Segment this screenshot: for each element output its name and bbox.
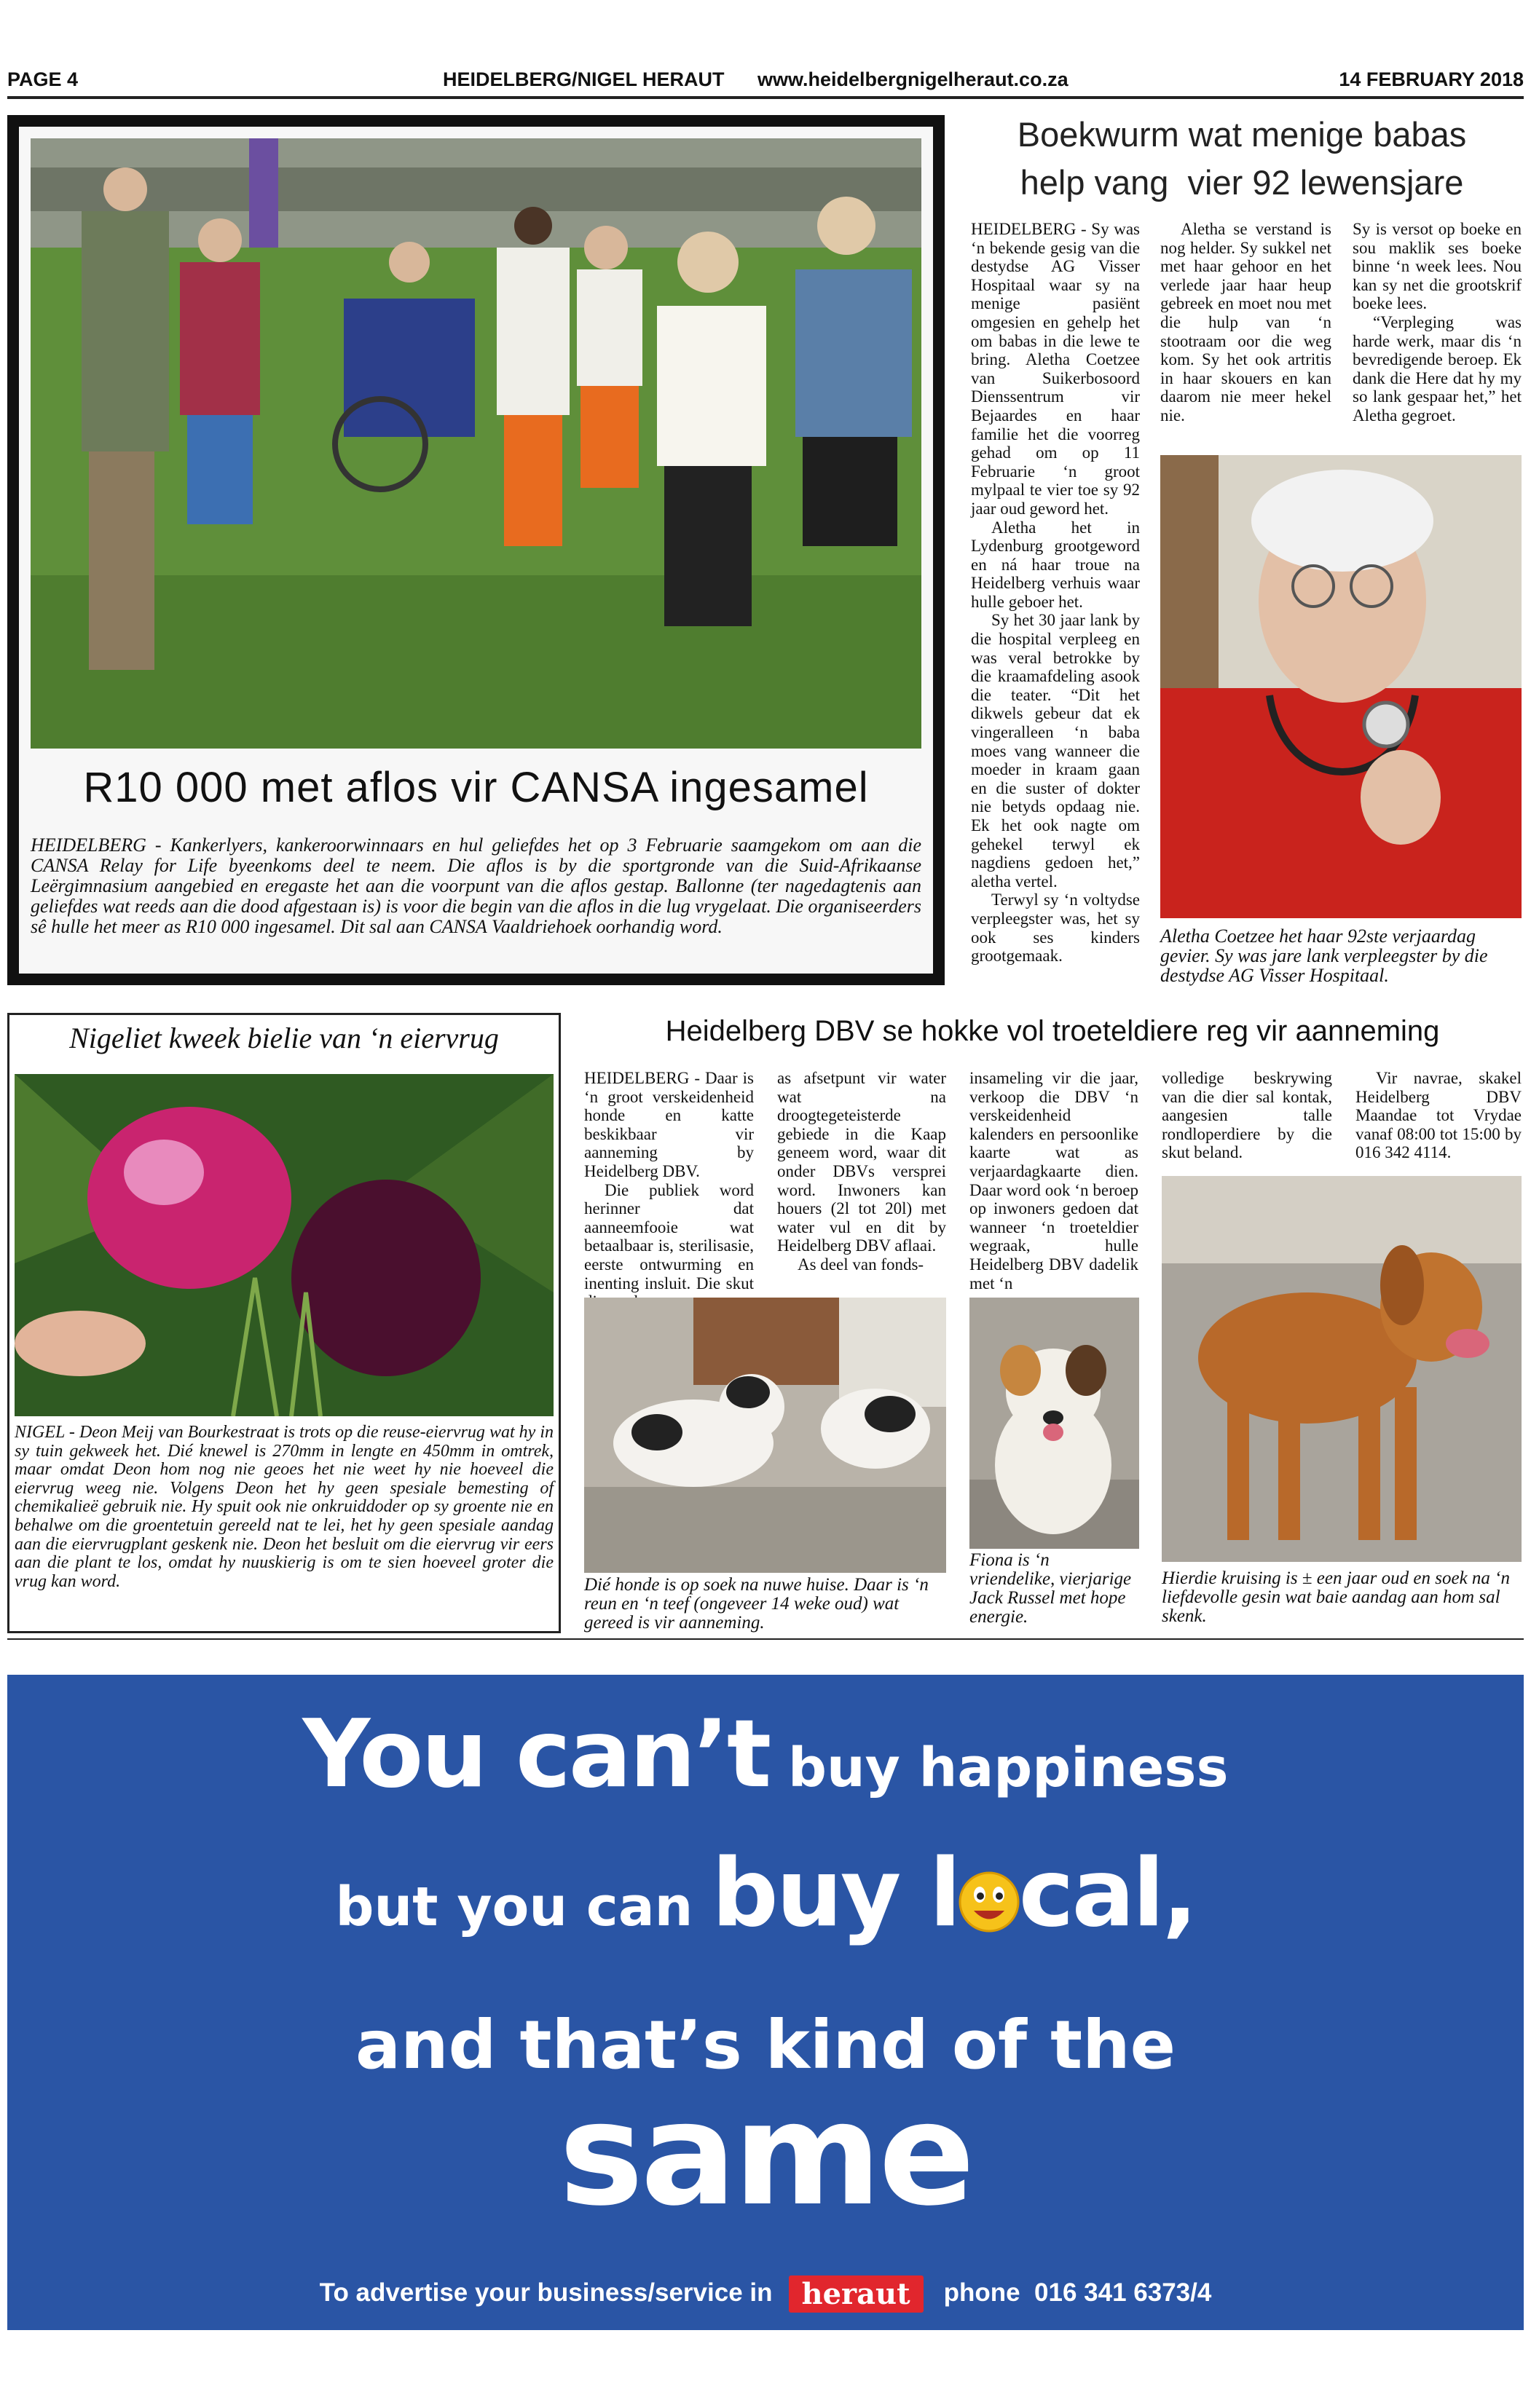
advert-line-2-big-a: buy l xyxy=(712,1839,959,1948)
heraut-logo: heraut xyxy=(789,2275,924,2313)
newspaper-name: HEIDELBERG/NIGEL HERAUT xyxy=(443,68,725,90)
article-paragraph: “Verpleging was harde werk, maar dis ‘n bevredigende beroep. Ek dank die Here dat hy my so lank gespaar het,” het Aletha gegroet. xyxy=(1353,312,1522,425)
article-paragraph: Sy is versot op boeke en sou maklik ses boeke binne ‘n week lees. Nou kan sy net die grootskrif boeke lees. xyxy=(1353,220,1522,313)
eggplant-photo xyxy=(15,1074,554,1416)
article-paragraph: as afsetpunt vir water wat na droogtegeteisterde gebiede in die Kaap geneem word, waar dit onder DBVs versprei word. Inwoners kan houers (2l tot 20l) met water vul en dit by Heidelberg DBV aflaai. xyxy=(777,1069,946,1255)
advert-line-2 xyxy=(7,1833,1524,1948)
website-url[interactable]: www.heidelbergnigelheraut.co.za xyxy=(757,68,1068,90)
boekwurm-column-3 xyxy=(1353,220,1522,425)
advert-line-2-small: but you can xyxy=(335,1876,712,1938)
article-paragraph: As deel van fonds- xyxy=(798,1255,924,1274)
article-paragraph: Aletha se verstand is nog helder. Sy sukkel net met haar gehoor en het verlede jaar haar heup gebreek en moet nou met die hulp van ‘n stootraam oor die weg kom. Sy het ook artritis in haar skouers en kan daarom nie meer hekel nie. xyxy=(1160,220,1331,425)
dbv-column-2 xyxy=(777,1069,946,1274)
page-header xyxy=(7,67,1524,96)
dbv-column-4 xyxy=(1162,1069,1332,1162)
advert-phone: phone 016 341 6373/4 xyxy=(943,2278,1212,2307)
nigel-headline: Nigeliet kweek bielie van ‘n eiervrug xyxy=(69,1022,499,1054)
smiley-face-icon xyxy=(958,1833,1020,1925)
header-rule xyxy=(7,96,1524,99)
article-paragraph: volledige beskrywing van die dier sal kontak, aangesien talle rondloperdiere by die skut beland. xyxy=(1162,1069,1332,1162)
issue-date: 14 FEBRUARY 2018 xyxy=(1339,68,1524,90)
advert-contact-line xyxy=(7,2275,1524,2313)
nigel-caption: NIGEL - Deon Meij van Bourkestraat is trots op die reuse-eiervrug wat hy in sy tuin gekweek het. Dié knewel is 270mm in lengte en 450mm in omtrek, maar omdat Deon hom nog nie geoes het nie weet hy nie hoeveel die eiervrug weeg nie. Volgens Deon het hy geen spesiale bemesting of chemikalieë gebruik nie. Hy spuit ook nie onkruiddoder op sy groente nie en behalwe om die groentetuin gereeld nat te lei, het hy geen spesiale aandag aan die eiervrugplant geskenk nie. Deon het besluit om die eiervrug vir eers aan die plant te los, omdat hy nuuskierig is om te sien hoeveel groter die vrug kan word. xyxy=(15,1423,554,1591)
boekwurm-column-2 xyxy=(1160,220,1331,425)
article-paragraph: Sy het 30 jaar lank by die hospital verpleeg en was veral betrokke by die kraamafdeling asook die teater. “Dit het dikwels gebeur dat ek vingeralleen ‘n baba moes vang wanneer die moeder in kraam gaan en die suster of dokter nie betyds opdaag nie. Ek het ook nagte om gehekel terwyl ek nagdiens gedoen het,” aletha vertel. xyxy=(971,611,1140,891)
aletha-coetzee-photo xyxy=(1160,455,1522,918)
crossbreed-caption: Hierdie kruising is ± een jaar oud en soek na ‘n liefdevolle gesin wat baie aandag aan hom sal skenk. xyxy=(1162,1568,1510,1626)
page-number: PAGE 4 xyxy=(7,68,79,90)
article-paragraph: HEIDELBERG - Daar is ‘n groot verskeidenheid honde en katte beskikbaar vir aanneming by Heidelberg DBV. xyxy=(584,1069,754,1180)
article-paragraph: HEIDELBERG - Sy was ‘n bekende gesig van die destydse AG Visser Hospitaal waar sy na menige pasiënt omgesien en gehelp het om babas in die lewe te bring. Aletha Coetzee van Suikerbosoord Dienssentrum vir Bejaardes en haar familie het die voorreg gehad om op 11 Februarie ‘n groot mylpaal te vier toe sy 92 jaar oud geword het. xyxy=(971,220,1140,518)
fiona-dog-photo xyxy=(969,1298,1139,1549)
aletha-photo-caption: Aletha Coetzee het haar 92ste verjaardag gevier. Sy was jare lank verpleegster by die destydse AG Visser Hospitaal. xyxy=(1160,925,1488,986)
boekwurm-headline-line2: help vang vier 92 lewensjare xyxy=(1020,163,1464,202)
crossbreed-dog-photo xyxy=(1162,1176,1522,1562)
boekwurm-column-1 xyxy=(971,220,1140,966)
buy-local-advert xyxy=(7,1675,1524,2330)
dbv-headline: Heidelberg DBV se hokke vol troeteldiere reg vir aanneming xyxy=(665,1015,1440,1047)
advert-line-4: same xyxy=(559,2072,972,2237)
article-paragraph: Terwyl sy ‘n voltydse verpleegster was, het sy ook ses kinders grootgemaak. xyxy=(971,891,1140,966)
cansa-caption: HEIDELBERG - Kankerlyers, kankeroorwinnaars en hul geliefdes het op 3 Februarie saamgekom om aan die CANSA Relay for Life byeenkoms deel te neem. Die aflos is by die sportgronde van die Suid-Afrikaanse Leërgimnasium aangebied en eregaste het aan die voorpunt van die aflos gestap. Ballonne (ter nagedagtenis aan geliefdes wat reeds aan die dood afgestaan is) is voor die begin van die aflos in die lug vrygelaat. Die organiseerders sê hulle het meer as R10 000 ingesamel. Dit sal aan CANSA Vaaldriehoek oorhandig word. xyxy=(31,834,921,937)
cansa-headline: R10 000 met aflos vir CANSA ingesamel xyxy=(83,764,869,811)
advert-contact-text: To advertise your business/service in xyxy=(319,2278,773,2307)
article-paragraph: insameling vir die jaar, verkoop die DBV ‘n verskeidenheid kalenders en persoonlike kaarte wat as verjaardagkaarte dien. Daar word ook ‘n beroep op inwoners gedoen dat wanneer ‘n troeteldier wegraak, hulle Heidelberg DBV dadelik met ‘n xyxy=(969,1069,1138,1292)
section-rule xyxy=(7,1638,1524,1640)
cansa-relay-photo xyxy=(31,138,921,749)
advert-line-3: and that’s kind of the xyxy=(355,2006,1176,2084)
article-paragraph: Die publiek word herinner dat aanneemfooie wat betaalbaar is, sterilisasie, eerste ontwurming en inenting insluit. Die skut xyxy=(584,1180,754,1292)
advert-line-2-big-b: cal, xyxy=(1018,1839,1196,1948)
advert-line-1-small: buy happiness xyxy=(769,1737,1229,1799)
fiona-caption: Fiona is ‘n vriendelike, vierjarige Jack Russel met hope energie. xyxy=(969,1550,1132,1627)
boekwurm-headline-line1: Boekwurm wat menige babas xyxy=(1017,115,1467,154)
article-paragraph: Aletha het in Lydenburg grootgeword en ná haar troue na Heidelberg verhuis waar hulle geboer het. xyxy=(971,518,1140,611)
article-paragraph: Vir navrae, skakel Heidelberg DBV Maandae tot Vrydae vanaf 08:00 tot 15:00 by 016 342 4114. xyxy=(1355,1069,1522,1162)
advert-line-1 xyxy=(7,1700,1524,1809)
dbv-column-5 xyxy=(1355,1069,1522,1162)
boekwurm-headline xyxy=(961,111,1522,207)
dbv-column-1 xyxy=(584,1069,754,1311)
advert-line-1-big: You can’t xyxy=(302,1700,770,1809)
puppies-photo xyxy=(584,1298,946,1573)
dbv-column-3 xyxy=(969,1069,1138,1292)
puppies-caption: Dié honde is op soek na nuwe huise. Daar is ‘n reun en ‘n teef (ongeveer 14 weke oud) wat gereed is vir aanneming. xyxy=(584,1575,929,1633)
